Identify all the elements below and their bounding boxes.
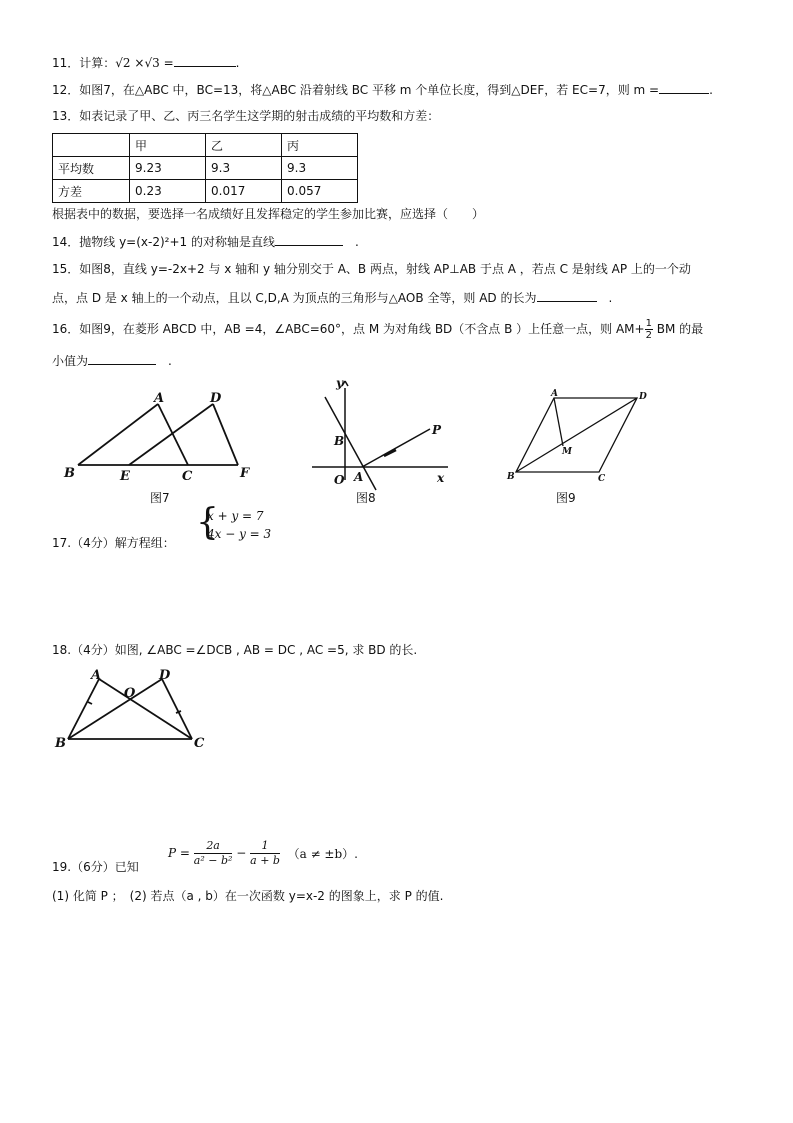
figure-9 [500, 386, 660, 510]
equation-system [207, 507, 271, 543]
table-header-row [53, 134, 358, 157]
q16-text-b: BM 的最 [652, 322, 704, 336]
q15-text: 点，点 D 是 x 轴上的一个动点，且以 C,D,A 为顶点的三角形与△AOB 全等，则 AD 的长为 [52, 291, 537, 305]
table-cell: 0.017 [206, 180, 282, 203]
question-15-line2 [52, 289, 612, 306]
table-cell: 方差 [53, 180, 130, 203]
figure-8-lines [312, 381, 448, 490]
table-cell: 甲 [130, 134, 206, 157]
question-17: 17.（4分）解方程组： [52, 536, 175, 550]
q16-text-a: 16．如图9，在菱形 ABCD 中，AB =4，∠ABC=60°，点 M 为对角线 BD（不含点 B ）上任意一点，则 AM+ [52, 322, 645, 336]
q11-answer-blank[interactable] [174, 54, 236, 67]
q12-text: 12．如图7，在△ABC 中，BC=13，将△ABC 沿着射线 BC 平移 m 个单位长度，得到△DEF，若 EC=7，则 m = [52, 83, 660, 97]
q14-answer-blank[interactable] [275, 233, 343, 246]
q14-end: . [355, 235, 359, 249]
q16-answer-blank[interactable] [88, 352, 156, 365]
fig9-label-b: B [507, 472, 515, 482]
q16-end: . [168, 354, 172, 368]
table-row [53, 157, 358, 180]
figure-7-lines [78, 404, 238, 465]
table-cell: 9.3 [282, 157, 358, 180]
fraction-numerator: 1 [250, 839, 280, 854]
table-cell: 9.3 [206, 157, 282, 180]
question-12 [52, 81, 713, 98]
fig8-label-b: B [334, 434, 345, 448]
q13-followup: 根据表中的数据，要选择一名成绩好且发挥稳定的学生参加比赛，应选择（ ） [52, 207, 485, 221]
figure-q18 [52, 665, 222, 751]
fraction-numerator: 2a [194, 839, 233, 854]
fig7-label-e: E [120, 469, 130, 484]
q19-formula [168, 835, 358, 871]
fraction-denominator: a² − b² [193, 853, 233, 867]
fig8-label-y: y [336, 376, 343, 390]
table-cell: 平均数 [53, 157, 130, 180]
fig9-label-m: M [562, 447, 572, 457]
fig9-label-d: D [639, 392, 647, 402]
q18-label-a: A [91, 668, 102, 683]
fig8-label-x: x [437, 471, 445, 485]
formula-minus: − [236, 846, 247, 860]
table-row [53, 180, 358, 203]
q12-answer-blank[interactable] [659, 81, 709, 94]
question-16-line1 [52, 318, 703, 341]
q11-sqrt3: √3 [144, 56, 160, 70]
question-18: 18.（4分）如图, ∠ABC =∠DCB , AB = DC , AC =5, 求 BD 的长. [52, 643, 418, 657]
figure-9-lines [516, 398, 637, 472]
q18-label-c: C [194, 736, 205, 751]
question-15-line1: 15．如图8，直线 y=-2x+2 与 x 轴和 y 轴分别交于 A、B 两点，射线 AP⊥AB 于点 A ，若点 C 是射线 AP 上的一个动 [52, 262, 691, 276]
table-cell: 9.23 [130, 157, 206, 180]
question-13: 13．如表记录了甲、乙、丙三名学生这学期的射击成绩的平均数和方差： [52, 109, 440, 123]
table-cell: 乙 [206, 134, 282, 157]
formula-p: P = [168, 846, 190, 860]
fraction-numerator: 1 [645, 318, 652, 329]
table-cell: 0.23 [130, 180, 206, 203]
question-16-line2 [52, 352, 172, 369]
q18-label-o: O [124, 686, 136, 701]
question-19-parts: (1) 化简 P ； (2) 若点（a , b）在一次函数 y=x-2 的图象上，求 P 的值. [52, 889, 444, 903]
q15-end: . [608, 291, 613, 305]
q15-answer-blank[interactable] [537, 289, 597, 302]
formula-condition: （a ≠ ±b）. [287, 846, 358, 861]
q16-text-c: 小值为 [52, 354, 89, 368]
q11-times: × [134, 56, 145, 70]
formula-fraction-2 [250, 839, 280, 868]
fig8-label-a: A [354, 470, 364, 484]
fig9-caption: 图9 [556, 491, 576, 505]
formula-fraction-1 [194, 839, 233, 868]
table-cell [53, 134, 130, 157]
equation-2: 4x − y = 3 [207, 527, 272, 541]
fig7-label-a: A [154, 391, 165, 406]
q18-label-d: D [159, 668, 171, 683]
table-cell: 丙 [282, 134, 358, 157]
fig7-label-f: F [240, 466, 250, 481]
question-11 [52, 54, 239, 71]
q11-sqrt2: √2 [115, 56, 131, 70]
figure-7 [58, 388, 258, 510]
fig9-label-c: C [598, 474, 606, 484]
table-cell: 0.057 [282, 180, 358, 203]
q12-end: . [709, 83, 713, 97]
q16-fraction [645, 318, 653, 341]
q11-end: . [235, 56, 240, 70]
q18-label-b: B [55, 736, 66, 751]
fig7-caption: 图7 [150, 491, 170, 505]
fig7-label-c: C [182, 469, 193, 484]
fig8-caption: 图8 [356, 491, 376, 505]
fig9-label-a: A [551, 389, 558, 399]
q11-prefix: 11．计算： [52, 56, 116, 70]
fig7-label-b: B [64, 466, 75, 481]
question-19: 19.（6分）已知 [52, 860, 139, 874]
score-table [52, 133, 358, 203]
fig7-label-d: D [210, 391, 222, 406]
fraction-denominator: 2 [645, 330, 652, 341]
fig8-label-p: P [432, 423, 442, 437]
question-14 [52, 233, 359, 250]
fig8-label-o: O [334, 473, 345, 487]
figure-8 [308, 374, 458, 510]
equation-1: x + y = 7 [207, 509, 264, 523]
equation-brace: { [196, 502, 219, 543]
fraction-denominator: a + b [250, 853, 280, 867]
q11-equals: = [163, 56, 174, 70]
q14-text: 14．抛物线 y=(x-2)²+1 的对称轴是直线 [52, 235, 275, 249]
